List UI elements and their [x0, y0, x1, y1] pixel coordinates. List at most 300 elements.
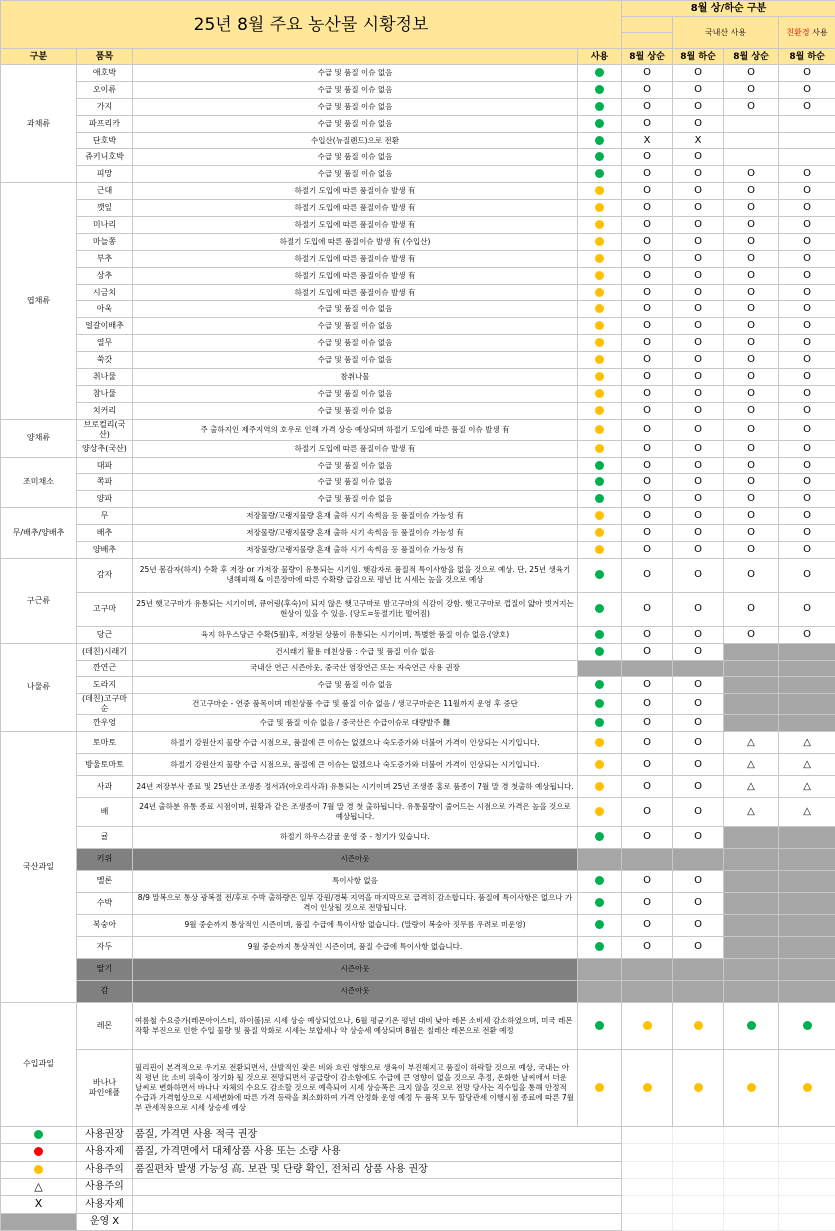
eco-lower-status [779, 558, 835, 592]
circle-mark: O [747, 569, 755, 580]
use-status [578, 419, 622, 440]
circle-mark: O [643, 941, 651, 952]
eco-upper-status [724, 848, 779, 870]
eco-upper-status [724, 183, 779, 200]
legend-row [1, 1196, 835, 1213]
circle-mark: O [747, 443, 755, 454]
eco-lower-status [779, 352, 835, 369]
domestic-lower-status [673, 508, 724, 525]
eco-upper-status [724, 402, 779, 419]
eco-lower-status [779, 754, 835, 776]
item-name: 귤 [77, 826, 133, 848]
use-status [578, 474, 622, 491]
use-status [578, 81, 622, 98]
category-cell: 나물류 [1, 643, 77, 732]
empty-cell [673, 1178, 724, 1195]
circle-mark: O [803, 354, 811, 365]
domestic-lower-status [673, 115, 724, 132]
circle-mark: O [747, 219, 755, 230]
domestic-upper-status [622, 149, 673, 166]
detail-text: 수급 및 품질 이슈 없음 [133, 402, 578, 419]
table-row [1, 677, 835, 694]
legend-symbol [1, 1196, 77, 1213]
domestic-lower-status [673, 335, 724, 352]
legend-row [1, 1161, 835, 1178]
domestic-header: 국내산 사용 [673, 17, 779, 49]
item-name: 배 [77, 798, 133, 827]
circle-mark: O [694, 443, 702, 454]
circle-mark: O [694, 67, 702, 78]
yellow-dot-icon [595, 511, 604, 520]
yellow-dot-icon [595, 338, 604, 347]
table-row [1, 457, 835, 474]
item-name: 자두 [77, 936, 133, 958]
legend-symbol [1, 1178, 77, 1195]
detail-text: 하절기 하우스감귤 운영 중 - 청기가 있습니다. [133, 826, 578, 848]
use-status [578, 457, 622, 474]
domestic-upper-status [622, 318, 673, 335]
category-cell: 구근류 [1, 558, 77, 643]
table-row [1, 870, 835, 892]
detail-text: 국내산 연근 시즌아웃, 중국산 염장연근 또는 자숙연근 사용 권장 [133, 660, 578, 677]
yellow-dot-icon [595, 760, 604, 769]
circle-mark: O [803, 424, 811, 435]
item-name: 애호박 [77, 65, 133, 82]
eco-upper-status [724, 217, 779, 234]
circle-mark: O [747, 337, 755, 348]
circle-mark: O [747, 493, 755, 504]
use-status [578, 592, 622, 626]
circle-mark: O [803, 236, 811, 247]
table-row [1, 440, 835, 457]
legend-label: 사용권장 [77, 1126, 133, 1143]
eco-upper-status [724, 419, 779, 440]
table-row [1, 233, 835, 250]
circle-mark: O [694, 510, 702, 521]
item-name: 치커리 [77, 402, 133, 419]
col-domestic-upper: 8월 상순 [622, 49, 673, 65]
circle-mark: O [694, 320, 702, 331]
eco-upper-status [724, 132, 779, 149]
table-row [1, 200, 835, 217]
yellow-dot-icon [595, 444, 604, 453]
detail-text: 하절기 도입에 따른 품질이슈 발생 有 [133, 267, 578, 284]
domestic-upper-status [622, 732, 673, 754]
circle-mark: O [694, 270, 702, 281]
col-domestic-lower: 8월 하순 [673, 49, 724, 65]
yellow-dot-icon [595, 220, 604, 229]
circle-mark: O [803, 443, 811, 454]
detail-text: 시즌아웃 [133, 980, 578, 1002]
eco-upper-status [724, 754, 779, 776]
detail-text: 수급 및 품질 이슈 없음 [133, 301, 578, 318]
item-name: 고구마 [77, 592, 133, 626]
circle-mark: O [694, 646, 702, 657]
domestic-upper-status [622, 626, 673, 643]
domestic-lower-status [673, 440, 724, 457]
circle-mark: O [747, 371, 755, 382]
circle-mark: O [747, 202, 755, 213]
category-cell: 엽채류 [1, 183, 77, 419]
circle-mark: O [643, 443, 651, 454]
use-status [578, 732, 622, 754]
circle-mark: O [747, 168, 755, 179]
circle-mark: O [643, 320, 651, 331]
use-status [578, 250, 622, 267]
empty-cell [779, 1126, 835, 1143]
domestic-lower-status [673, 980, 724, 1002]
circle-mark: O [747, 476, 755, 487]
table-row [1, 1002, 835, 1050]
domestic-lower-status [673, 694, 724, 715]
domestic-upper-status [622, 776, 673, 798]
domestic-upper-status [622, 402, 673, 419]
green-dot-icon [595, 942, 604, 951]
eco-lower-status [779, 660, 835, 677]
red-dot-icon [34, 1147, 43, 1156]
eco-upper-status [724, 65, 779, 82]
item-name: 오이류 [77, 81, 133, 98]
empty-cell [779, 1144, 835, 1161]
eco-lower-status [779, 402, 835, 419]
category-cell: 양채류 [1, 419, 77, 457]
domestic-lower-status [673, 754, 724, 776]
circle-mark: O [747, 101, 755, 112]
domestic-upper-status [622, 892, 673, 914]
eco-upper-status [724, 870, 779, 892]
use-status [578, 1002, 622, 1050]
detail-text: 8/9 말복으로 통상 광복절 전/후로 수박 출하량은 일부 강원/경북 지역을 마지막으로 급격히 감소합니다. 품질에 특이사항은 없으나 가격이 인상될 것으로 전망됩니다. [133, 892, 578, 914]
detail-text: 수급 및 품질 이슈 없음 [133, 385, 578, 402]
circle-mark: O [643, 629, 651, 640]
circle-mark: O [747, 544, 755, 555]
circle-mark: O [803, 629, 811, 640]
eco-upper-status [724, 200, 779, 217]
use-status [578, 542, 622, 559]
circle-mark: O [643, 337, 651, 348]
use-status [578, 183, 622, 200]
table-row [1, 217, 835, 234]
detail-text: 수급 및 품질 이슈 없음 [133, 491, 578, 508]
use-status [578, 660, 622, 677]
circle-mark: O [643, 781, 651, 792]
eco-lower-status [779, 1002, 835, 1050]
eco-upper-status [724, 233, 779, 250]
circle-mark: O [643, 388, 651, 399]
eco-lower-status [779, 335, 835, 352]
empty-cell [673, 1161, 724, 1178]
eco-upper-status [724, 457, 779, 474]
detail-text: 하절기 도입에 따른 품질이슈 발생 有 [133, 440, 578, 457]
yellow-dot-icon [595, 406, 604, 415]
eco-upper-status [724, 81, 779, 98]
yellow-dot-icon [643, 1083, 652, 1092]
eco-lower-status [779, 98, 835, 115]
header-spacer [622, 17, 673, 33]
detail-text: 24년 출하분 유통 종료 시점이며, 원황과 같은 조생종이 7월 말 경 첫 출하됩니다. 유통물량이 줄어드는 시점으로 가격은 높을 것으로 예상됩니다. [133, 798, 578, 827]
yellow-dot-icon [595, 355, 604, 364]
empty-cell [724, 1213, 779, 1230]
item-name: 깐연근 [77, 660, 133, 677]
table-row [1, 508, 835, 525]
empty-cell [724, 1144, 779, 1161]
eco-lower-status [779, 626, 835, 643]
empty-cell [779, 1161, 835, 1178]
circle-mark: O [694, 236, 702, 247]
domestic-upper-status [622, 508, 673, 525]
circle-mark: O [643, 919, 651, 930]
detail-text: 하절기 도입에 따른 품질이슈 발생 有 [133, 200, 578, 217]
eco-upper-status [724, 826, 779, 848]
table-row [1, 914, 835, 936]
eco-upper-status [724, 267, 779, 284]
circle-mark: O [747, 270, 755, 281]
domestic-upper-status [622, 183, 673, 200]
legend-description: 품질편차 발생 가능성 高. 보관 및 단량 확인, 전처리 상품 사용 권장 [133, 1161, 622, 1178]
circle-mark: O [803, 569, 811, 580]
eco-upper-status [724, 166, 779, 183]
yellow-dot-icon [595, 389, 604, 398]
item-name: 얼갈이배추 [77, 318, 133, 335]
eco-lower-status [779, 826, 835, 848]
eco-lower-status [779, 525, 835, 542]
circle-mark: O [747, 460, 755, 471]
circle-mark: O [643, 151, 651, 162]
eco-lower-status [779, 848, 835, 870]
table-row [1, 892, 835, 914]
item-name: 쥬키니호박 [77, 149, 133, 166]
detail-text: 수급 및 품질 이슈 없음 [133, 457, 578, 474]
circle-mark: O [747, 510, 755, 521]
domestic-upper-status [622, 694, 673, 715]
use-status [578, 936, 622, 958]
detail-text: 건고구마순 - 연중 품목이며 데친상품 수급 및 품질 이슈 없음 / 생고구마순은 11월까지 운영 후 중단 [133, 694, 578, 715]
circle-mark: O [643, 202, 651, 213]
empty-cell [673, 1144, 724, 1161]
domestic-upper-status [622, 1002, 673, 1050]
yellow-dot-icon [803, 1083, 812, 1092]
circle-mark: O [803, 168, 811, 179]
circle-mark: O [643, 219, 651, 230]
eco-lower-status [779, 592, 835, 626]
green-dot-icon [595, 136, 604, 145]
eco-lower-status [779, 491, 835, 508]
item-name: 배추 [77, 525, 133, 542]
detail-text: 수입산(뉴질랜드)으로 전환 [133, 132, 578, 149]
eco-upper-status [724, 694, 779, 715]
use-status [578, 284, 622, 301]
legend-row [1, 1126, 835, 1143]
eco-lower-status [779, 166, 835, 183]
green-dot-icon [595, 477, 604, 486]
eco-lower-status [779, 385, 835, 402]
table-row [1, 776, 835, 798]
col-item: 품목 [77, 49, 133, 65]
detail-text: 저장물량/고랭지물량 혼재 출하 시기 속썩음 등 품질이슈 가능성 有 [133, 525, 578, 542]
item-name: 부추 [77, 250, 133, 267]
table-row [1, 369, 835, 386]
circle-mark: O [643, 544, 651, 555]
eco-upper-status [724, 914, 779, 936]
detail-text: 하절기 도입에 따른 품질이슈 발생 有 [133, 183, 578, 200]
empty-cell [724, 1126, 779, 1143]
circle-mark: O [694, 603, 702, 614]
domestic-lower-status [673, 870, 724, 892]
empty-cell [622, 1161, 673, 1178]
eco-upper-status [724, 98, 779, 115]
circle-mark: O [747, 303, 755, 314]
detail-text: 건시래기 활용 데친상품 : 수급 및 품질 이슈 없음 [133, 643, 578, 660]
domestic-upper-status [622, 677, 673, 694]
domestic-upper-status [622, 65, 673, 82]
circle-mark: O [803, 337, 811, 348]
circle-mark: O [694, 476, 702, 487]
circle-mark: O [803, 476, 811, 487]
page-title: 25년 8월 주요 농산물 시황정보 [1, 1, 622, 49]
item-name: 가지 [77, 98, 133, 115]
eco-upper-status [724, 385, 779, 402]
circle-mark: O [803, 388, 811, 399]
domestic-upper-status [622, 440, 673, 457]
eco-upper-status [724, 149, 779, 166]
domestic-upper-status [622, 385, 673, 402]
circle-mark: O [643, 493, 651, 504]
detail-text: 저장물량/고랭지물량 혼재 출하 시기 속썩음 등 품질이슈 가능성 有 [133, 542, 578, 559]
circle-mark: O [643, 253, 651, 264]
circle-mark: O [694, 118, 702, 129]
empty-cell [622, 1178, 673, 1195]
domestic-lower-status [673, 491, 724, 508]
table-row [1, 643, 835, 660]
eco-upper-status [724, 558, 779, 592]
domestic-upper-status [622, 660, 673, 677]
use-status [578, 200, 622, 217]
empty-cell [673, 1126, 724, 1143]
domestic-lower-status [673, 936, 724, 958]
empty-cell [673, 1213, 724, 1230]
table-row [1, 65, 835, 82]
circle-mark: O [643, 118, 651, 129]
eco-upper-status [724, 677, 779, 694]
domestic-lower-status [673, 474, 724, 491]
eco-upper-status [724, 660, 779, 677]
domestic-upper-status [622, 914, 673, 936]
domestic-lower-status [673, 1050, 724, 1126]
use-status [578, 217, 622, 234]
item-name: 상추 [77, 267, 133, 284]
item-name: 당근 [77, 626, 133, 643]
use-status [578, 754, 622, 776]
green-dot-icon [595, 699, 604, 708]
empty-cell [673, 1196, 724, 1213]
eco-upper-status [724, 958, 779, 980]
use-status [578, 267, 622, 284]
table-row [1, 81, 835, 98]
green-dot-icon [595, 630, 604, 639]
use-status [578, 233, 622, 250]
eco-lower-status [779, 776, 835, 798]
use-status [578, 776, 622, 798]
circle-mark: O [803, 527, 811, 538]
header-spacer [622, 33, 673, 49]
domestic-lower-status [673, 318, 724, 335]
item-name: 열무 [77, 335, 133, 352]
empty-cell [724, 1178, 779, 1195]
green-dot-icon [595, 876, 604, 885]
use-status [578, 318, 622, 335]
domestic-upper-status [622, 474, 673, 491]
detail-text: 25년 봄감자(하지) 수확 후 저장 or 가저장 물량이 유통되는 시기임. 햇감자로 품질적 특이사항을 없을 것으로 예상. 단, 25년 생육기 냉해피해 & 이른장마에 따른 수확량 급감으로 평년 比 시세는 높을 것으로 예상 [133, 558, 578, 592]
use-status [578, 352, 622, 369]
circle-mark: O [643, 270, 651, 281]
item-name: 복숭아 [77, 914, 133, 936]
green-dot-icon [803, 1021, 812, 1030]
legend-description [133, 1196, 622, 1213]
circle-mark: O [643, 717, 651, 728]
item-name: 양배추 [77, 542, 133, 559]
circle-mark: O [643, 737, 651, 748]
circle-mark: O [694, 371, 702, 382]
circle-mark: O [643, 236, 651, 247]
domestic-upper-status [622, 643, 673, 660]
circle-mark: O [643, 569, 651, 580]
triangle-mark: △ [34, 1180, 42, 1193]
eco-lower-status [779, 677, 835, 694]
domestic-lower-status [673, 525, 724, 542]
circle-mark: O [694, 493, 702, 504]
domestic-lower-status [673, 385, 724, 402]
detail-text: 하절기 도입에 따른 품질이슈 발생 有 [133, 217, 578, 234]
legend-description: 품질, 가격면 사용 적극 권장 [133, 1126, 622, 1143]
circle-mark: O [643, 831, 651, 842]
table-row [1, 798, 835, 827]
table-row [1, 732, 835, 754]
eco-lower-status [779, 798, 835, 827]
eco-lower-status [779, 149, 835, 166]
table-row [1, 660, 835, 677]
detail-text: 수급 및 품질 이슈 없음 [133, 81, 578, 98]
legend-description: 품질, 가격면에서 대체상품 사용 또는 소량 사용 [133, 1144, 622, 1161]
x-mark: X [35, 1197, 43, 1210]
circle-mark: O [747, 236, 755, 247]
detail-text: 여름철 수요증가(레몬아이스티, 하이볼)로 시세 상승 예상되었으나, 6월 평균기온 평년 대비 낮아 레몬 소비세 감소하였으며, 미국 레몬 작황 부진으로 인한 수입 물량 및 품질 악화로 시세는 보합세나 약 상승세 예상되며 8월은 칠레산 레몬으로 전환 예정 [133, 1002, 578, 1050]
circle-mark: O [694, 806, 702, 817]
eco-lower-status [779, 65, 835, 82]
use-status [578, 826, 622, 848]
circle-mark: O [694, 388, 702, 399]
circle-mark: O [694, 424, 702, 435]
use-status [578, 166, 622, 183]
circle-mark: O [643, 371, 651, 382]
eco-upper-status [724, 776, 779, 798]
green-dot-icon [595, 718, 604, 727]
col-eco-lower: 8월 하순 [779, 49, 835, 65]
table-row [1, 250, 835, 267]
yellow-dot-icon [595, 528, 604, 537]
category-cell: 수입과일 [1, 1002, 77, 1126]
circle-mark: O [747, 388, 755, 399]
circle-mark: O [694, 253, 702, 264]
detail-text: 25년 햇고구마가 유통되는 시기이며, 큐어링(후숙)이 되지 않은 햇고구마로 밤고구마의 식감이 강함. 햇고구마로 껍질이 얇아 벗겨지는 현상이 있을 수 있음. (당도=동절기比 떨어짐) [133, 592, 578, 626]
circle-mark: O [643, 603, 651, 614]
circle-mark: O [694, 897, 702, 908]
table-row [1, 542, 835, 559]
item-name: (데친)시래기 [77, 643, 133, 660]
item-name: 감자 [77, 558, 133, 592]
eco-lower-status [779, 301, 835, 318]
eco-lower-status [779, 694, 835, 715]
eco-lower-status [779, 1050, 835, 1126]
